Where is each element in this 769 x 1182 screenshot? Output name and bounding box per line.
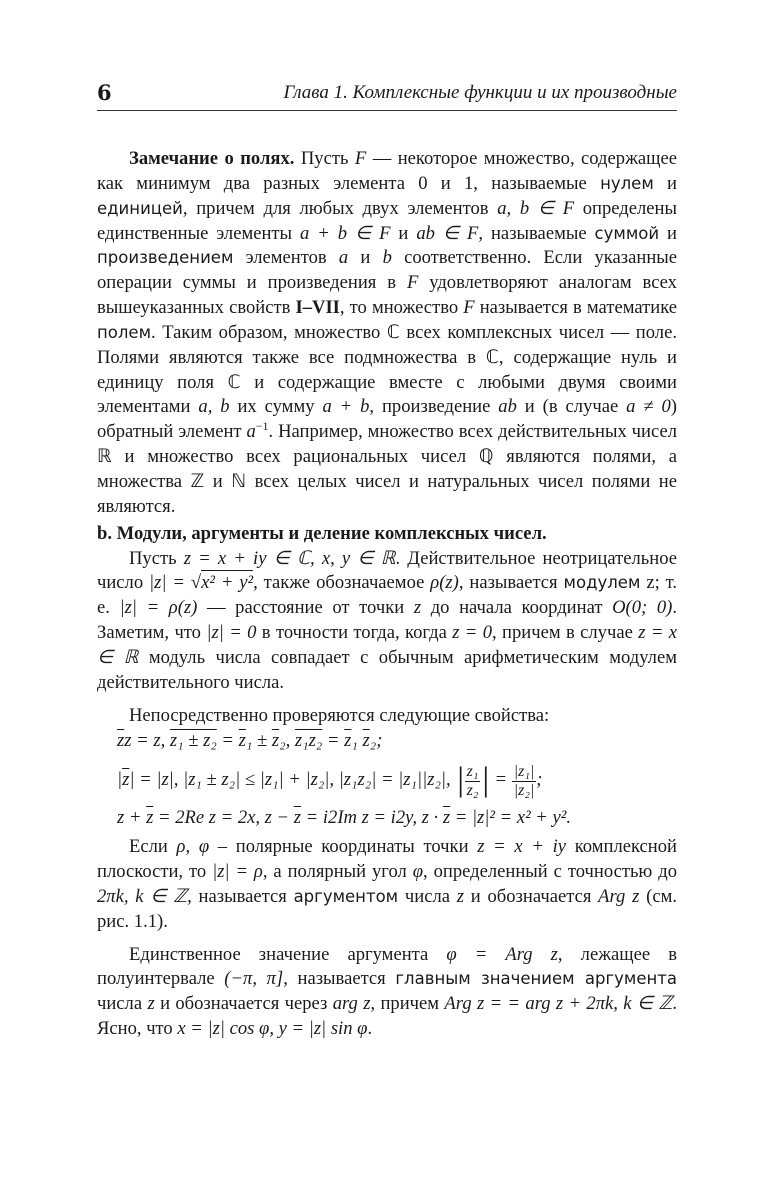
fraction xyxy=(512,763,537,800)
math-inline: z = 0 xyxy=(452,622,493,644)
text-run: числа xyxy=(398,885,457,907)
text-run: Пусть xyxy=(294,148,355,169)
text-run: до начала координат xyxy=(421,597,613,619)
math-run: = xyxy=(216,730,239,752)
sqrt-sign: √ xyxy=(190,572,202,594)
math-inline: b xyxy=(382,247,392,269)
text-run: комплексной плоскости, то xyxy=(97,836,677,882)
text-run: , определенный с точностью до xyxy=(423,860,677,882)
math-run: ₂; xyxy=(369,730,383,752)
math-inline: a + b xyxy=(322,396,370,418)
text-run: и xyxy=(653,172,677,194)
text-run: , называется xyxy=(187,885,294,907)
radicand: x² + y² xyxy=(201,572,254,594)
text-run: Пусть xyxy=(129,547,184,569)
math-overline: z₁ ± z₂ xyxy=(169,730,217,752)
text-run: , причем xyxy=(370,993,445,1015)
term-one: единицей xyxy=(97,198,183,218)
page-number: 6 xyxy=(97,80,112,105)
text-run: , называется xyxy=(458,572,564,594)
math-inline: |z| = xyxy=(149,572,191,594)
numerator: z₁ xyxy=(466,762,479,780)
math-overline: z₁z₂ xyxy=(294,730,323,752)
math-run: ₂, xyxy=(279,730,295,752)
text-run: , произведение xyxy=(369,396,499,418)
math-run: | xyxy=(117,769,123,791)
text-run: . Заметим, что xyxy=(97,597,677,644)
argument-paragraph xyxy=(97,835,677,934)
text-run: . Действительное неотрицательное число xyxy=(97,547,677,594)
text-run: модуль числа совпадает с обычным арифметическим модулем действительного числа. xyxy=(97,646,677,693)
double-bar-z: z xyxy=(117,730,125,752)
text-run: числа xyxy=(97,993,148,1015)
math-inline: z = x + iy xyxy=(477,836,566,858)
math-F: F xyxy=(463,297,475,319)
math-run: ₁ xyxy=(351,730,363,752)
math-run: ; xyxy=(536,769,543,791)
text-run: z; т. е. xyxy=(97,572,678,619)
text-run: , причем в случае xyxy=(492,622,639,644)
running-head xyxy=(97,80,677,111)
text-run: и (в случае xyxy=(516,396,627,418)
math-overline: $\overline{z}$ xyxy=(271,730,280,752)
denominator: |z₂| xyxy=(513,781,535,799)
text-run: . Таким образом, множество ℂ всех комплексных чисел — поле. Полями являются также все подмножества в ℂ, содержащие нуль и единицу поля ℂ и содержащие вместе с любыми двумя своими элементами xyxy=(97,321,677,418)
math-run: = 2Re z = 2x, z − xyxy=(153,807,294,829)
text-run: , а полярный угол xyxy=(262,860,413,882)
text-run: , называется xyxy=(283,968,396,990)
text-run: , то множество xyxy=(339,297,464,319)
text-run: ) обратный элемент xyxy=(97,396,677,443)
math-inline: a xyxy=(338,247,349,269)
math-inline: z xyxy=(413,597,422,619)
chapter-title: Глава 1. Комплексные функции и их производные xyxy=(283,82,677,103)
text-run: . Ясно, что xyxy=(97,993,677,1040)
math-inline: φ = Arg z xyxy=(446,943,558,965)
text-run: называется в математике xyxy=(474,297,678,319)
term-field: полем xyxy=(97,322,152,342)
math-inline: ρ(z) xyxy=(430,572,459,594)
math-F: F xyxy=(406,272,419,294)
text-run: , причем для любых двух элементов xyxy=(182,197,498,219)
math-inline: ρ, φ xyxy=(176,836,210,858)
math-inline: O(0; 0) xyxy=(612,597,673,619)
term-principal-value: главным значением аргумента xyxy=(395,969,677,989)
text-run: определены единственные элементы xyxy=(97,197,677,244)
math-inline: ab ∈ F xyxy=(416,222,479,244)
math-inline: |z| = ρ(z) xyxy=(119,597,198,619)
math-inline: 2πk, k ∈ ℤ xyxy=(97,885,188,907)
math-run: ₁ ± xyxy=(245,730,272,752)
math-inline: a ≠ 0 xyxy=(626,396,671,418)
text-run: и xyxy=(348,247,383,269)
math-inline: |z| = ρ xyxy=(212,860,263,882)
sqrt-formula xyxy=(149,570,253,593)
math-inline: φ xyxy=(412,860,424,882)
math-inline: a xyxy=(246,421,256,443)
math-overline: $\overline{z}$ xyxy=(362,730,370,752)
math-run: z = z, xyxy=(124,730,170,752)
math-inline: z = x + iy ∈ ℂ, x, y ∈ ℝ xyxy=(183,547,396,569)
math-overline: $\overline{z}$ xyxy=(293,807,302,829)
math-run: = i2Im z = i2y, z · xyxy=(301,807,443,829)
text-run: Единственное значение аргумента xyxy=(129,943,447,965)
math-inline: x = |z| cos φ, y = |z| sin φ xyxy=(177,1018,368,1040)
denominator: z₂ xyxy=(466,781,479,799)
text-run: и обозначается через xyxy=(154,993,333,1015)
text-run: — некоторое множество, содержащее как минимум два разных элемента 0 и 1, называемые xyxy=(97,148,677,194)
math-inline: a, b xyxy=(198,396,230,418)
math-inline: Arg z xyxy=(598,885,640,907)
math-inline: a + b ∈ F xyxy=(299,222,391,244)
text-run: в точности тогда, когда xyxy=(256,622,453,644)
math-overline: $\overline{z}$ xyxy=(146,807,154,829)
formula-modulus xyxy=(117,760,677,801)
text-run: и xyxy=(390,222,417,244)
math-inline: z xyxy=(456,885,465,907)
math-overline: $\overline{z}$ xyxy=(442,807,451,829)
math-run: z + xyxy=(117,807,147,829)
text-run: и обозначается xyxy=(464,885,599,907)
section-heading: b. Модули, аргументы и деление комплексных чисел. xyxy=(97,522,547,544)
math-overline: $\overline{z}$ xyxy=(344,730,352,752)
math-inline: z = x ∈ ℝ xyxy=(97,622,678,668)
formula-sum-diff xyxy=(117,805,677,831)
math-inline: z xyxy=(147,993,155,1015)
math-F: F xyxy=(354,148,367,169)
numerator: |z₁| xyxy=(513,762,535,780)
math-inline: a, b ∈ F xyxy=(497,197,575,219)
text-run: , также обозначаемое xyxy=(253,572,431,594)
math-run: = xyxy=(489,769,512,791)
text-run: их сумму xyxy=(229,396,323,418)
term-sum: суммой xyxy=(594,223,660,243)
properties-ref: I–VII xyxy=(295,297,340,319)
math-inline: ab xyxy=(498,396,517,418)
math-inline: |z| = 0 xyxy=(206,622,257,644)
principal-argument-paragraph xyxy=(97,943,677,1042)
text-run: . xyxy=(367,1018,373,1040)
text-run: удовлетворяют аналогам всех вышеуказанных свойств xyxy=(97,272,677,319)
math-overline: $\overline{z}$ xyxy=(122,769,130,791)
text-run: элементов xyxy=(233,247,339,269)
body-text xyxy=(97,147,677,1042)
math-exponent: −1 xyxy=(255,419,269,434)
math-run: = |z|² = x² + y². xyxy=(450,807,571,829)
math-inline: (−π, π] xyxy=(224,968,284,990)
term-product: произведением xyxy=(97,248,234,268)
term-modulus: модулем xyxy=(563,573,641,593)
term-zero: нулем xyxy=(600,173,654,193)
math-run: | = |z|, |z₁ ± z₂| ≤ |z₁| + |z₂|, |z₁z₂| = |z₁||z₂|, xyxy=(129,769,456,791)
text-run: , называемые xyxy=(478,222,595,244)
modulus-paragraph xyxy=(97,547,677,696)
text-run: (см. рис. 1.1). xyxy=(97,885,678,932)
text-run: и xyxy=(659,222,677,244)
properties-intro: Непосредственно проверяются следующие свойства: xyxy=(129,704,550,726)
text-run: — расстояние от точки xyxy=(197,597,414,619)
remark-paragraph xyxy=(97,147,677,520)
math-overline: $\overline{z}$ xyxy=(238,730,246,752)
text-run: соответственно. Если указанные операции суммы и произведения в xyxy=(97,247,678,294)
text-run: . Например, множество всех действительных чисел ℝ и множество всех рациональных чисел ℚ являются полями, а множества ℤ и ℕ всех целых чисел и натуральных чисел полями не являются. xyxy=(97,421,677,517)
text-run: Если xyxy=(129,836,177,858)
formula-conjugate xyxy=(117,728,677,754)
math-run: = xyxy=(322,730,345,752)
abs-bar: | xyxy=(455,762,465,800)
term-argument: аргументом xyxy=(293,886,399,906)
abs-bar: | xyxy=(480,762,490,800)
text-run: , лежащее в полуинтервале xyxy=(97,943,677,990)
fraction xyxy=(465,763,481,800)
remark-title: Замечание о полях. xyxy=(129,148,295,169)
text-run: – полярные координаты точки xyxy=(209,836,478,858)
math-inline: arg z xyxy=(332,993,371,1015)
math-inline: Arg z = = arg z + 2πk, k ∈ ℤ xyxy=(444,993,673,1015)
